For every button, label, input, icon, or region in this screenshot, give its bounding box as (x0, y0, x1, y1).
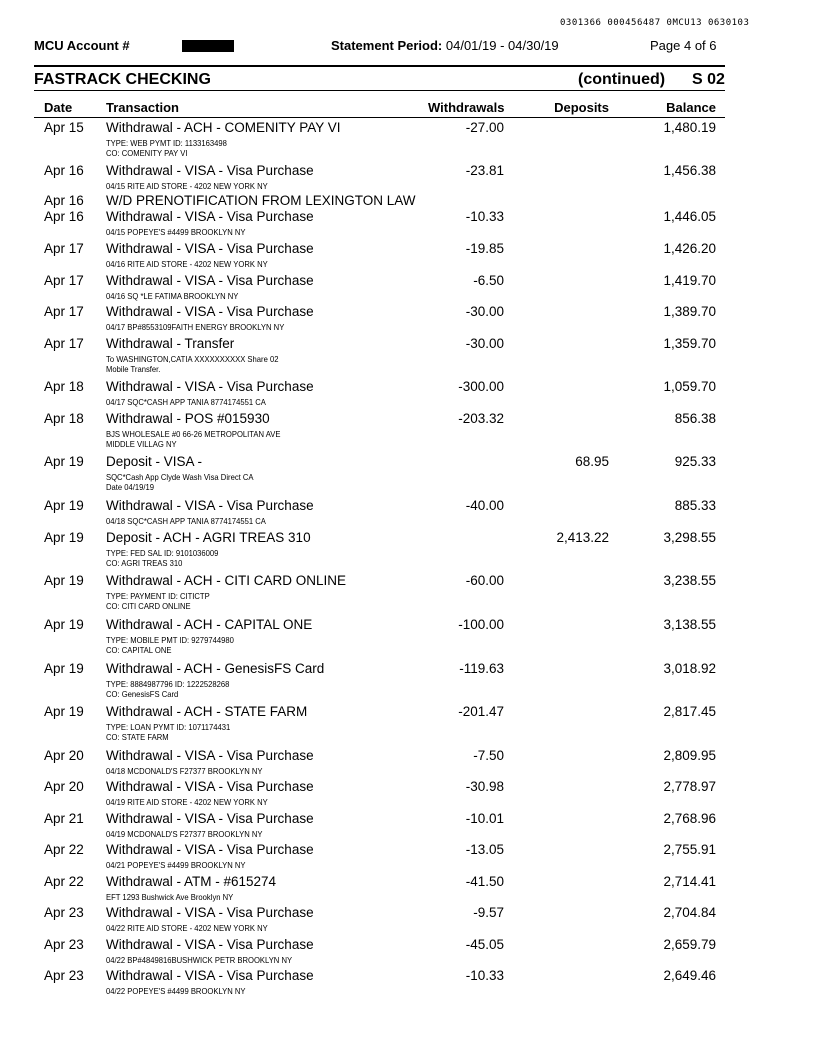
transaction-row (0, 778, 816, 810)
row-description: Withdrawal - VISA - Visa Purchase (106, 498, 314, 513)
transaction-row (0, 967, 816, 999)
row-date: Apr 18 (44, 411, 84, 426)
row-detail-line-1: TYPE: PAYMENT ID: CITICTP (106, 591, 210, 601)
row-detail-line-1: 04/22 POPEYE'S #4499 BROOKLYN NY (106, 986, 246, 996)
row-detail-line-2: Date 04/19/19 (106, 482, 155, 492)
statement-period (331, 38, 559, 53)
transaction-row (0, 162, 816, 192)
row-balance: 2,778.97 (663, 779, 716, 794)
row-detail-line-1: TYPE: FED SAL ID: 9101036009 (106, 548, 219, 558)
transaction-row (0, 410, 816, 453)
row-balance: 2,649.46 (663, 968, 716, 983)
row-description: Withdrawal - VISA - Visa Purchase (106, 811, 314, 826)
row-description: Withdrawal - Transfer (106, 336, 235, 351)
row-deposit: 2,413.22 (556, 530, 609, 545)
column-header-divider (34, 117, 725, 118)
row-date: Apr 15 (44, 120, 84, 135)
row-withdrawal: -7.50 (473, 748, 504, 763)
transaction-row (0, 335, 816, 378)
row-withdrawal: -10.33 (465, 209, 504, 224)
row-description: Deposit - ACH - AGRI TREAS 310 (106, 530, 311, 545)
row-date: Apr 17 (44, 336, 84, 351)
transaction-row (0, 303, 816, 335)
row-description: Withdrawal - POS #015930 (106, 411, 270, 426)
row-balance: 2,768.96 (663, 811, 716, 826)
row-date: Apr 20 (44, 748, 84, 763)
row-description: Withdrawal - ACH - STATE FARM (106, 704, 308, 719)
row-description: Withdrawal - VISA - Visa Purchase (106, 379, 314, 394)
column-header-date: Date (44, 100, 73, 115)
row-balance: 2,659.79 (663, 937, 716, 952)
row-date: Apr 20 (44, 779, 84, 794)
row-detail-line-1: To WASHINGTON,CATIA XXXXXXXXXX Share 02 (106, 354, 279, 364)
row-date: Apr 21 (44, 811, 84, 826)
row-balance: 3,138.55 (663, 617, 716, 632)
row-balance: 2,704.84 (663, 905, 716, 920)
column-header-balance: Balance (666, 100, 716, 115)
column-header-transaction: Transaction (106, 100, 179, 115)
row-withdrawal: -300.00 (458, 379, 504, 394)
row-description: Withdrawal - VISA - Visa Purchase (106, 163, 314, 178)
row-detail-line-1: 04/17 BP#8553109FAITH ENERGY BROOKLYN NY (106, 322, 285, 332)
row-withdrawal: -203.32 (458, 411, 504, 426)
row-date: Apr 19 (44, 530, 84, 545)
row-withdrawal: -13.05 (465, 842, 504, 857)
row-balance: 1,359.70 (663, 336, 716, 351)
row-date: Apr 19 (44, 661, 84, 676)
row-description: Withdrawal - VISA - Visa Purchase (106, 779, 314, 794)
row-description: Withdrawal - ACH - COMENITY PAY VI (106, 120, 341, 135)
transaction-row (0, 378, 816, 410)
row-withdrawal: -119.63 (459, 661, 504, 676)
row-detail-line-1: 04/19 RITE AID STORE - 4202 NEW YORK NY (106, 797, 268, 807)
transaction-row (0, 616, 816, 660)
transaction-row (0, 810, 816, 841)
row-description: Withdrawal - VISA - Visa Purchase (106, 209, 314, 224)
row-description: Deposit - VISA - (106, 454, 203, 469)
row-balance: 2,809.95 (663, 748, 716, 763)
row-balance: 3,018.92 (663, 661, 716, 676)
row-detail-line-1: 04/16 RITE AID STORE - 4202 NEW YORK NY (106, 259, 268, 269)
row-date: Apr 19 (44, 498, 84, 513)
row-detail-line-2: CO: STATE FARM (106, 732, 169, 742)
row-balance: 2,817.45 (663, 704, 716, 719)
row-detail-line-1: 04/16 SQ *LE FATIMA BROOKLYN NY (106, 291, 239, 301)
page-number: Page 4 of 6 (650, 38, 717, 53)
transaction-row (0, 660, 816, 703)
row-detail-line-1: 04/19 MCDONALD'S F27377 BROOKLYN NY (106, 829, 263, 839)
row-description: Withdrawal - VISA - Visa Purchase (106, 968, 314, 983)
transaction-row (0, 272, 816, 303)
row-withdrawal: -201.47 (458, 704, 504, 719)
statement-period-label: Statement Period: (331, 38, 443, 53)
row-withdrawal: -9.57 (473, 905, 504, 920)
transaction-row (0, 208, 816, 240)
row-description: Withdrawal - VISA - Visa Purchase (106, 842, 314, 857)
row-withdrawal: -60.00 (465, 573, 504, 588)
header-divider (34, 65, 725, 67)
row-balance: 3,298.55 (663, 530, 716, 545)
row-balance: 885.33 (674, 498, 716, 513)
row-detail-line-1: SQC*Cash App Clyde Wash Visa Direct CA (106, 472, 254, 482)
row-date: Apr 17 (44, 241, 84, 256)
row-description: Withdrawal - ATM - #615274 (106, 874, 277, 889)
transaction-row (0, 841, 816, 873)
row-detail-line-1: 04/18 MCDONALD'S F27377 BROOKLYN NY (106, 766, 263, 776)
redacted-account-number (182, 40, 234, 52)
row-withdrawal: -30.98 (465, 779, 504, 794)
transaction-row (0, 119, 816, 162)
row-date: Apr 22 (44, 842, 84, 857)
transaction-row (0, 703, 816, 747)
row-balance: 925.33 (674, 454, 716, 469)
row-date: Apr 17 (44, 273, 84, 288)
row-description: Withdrawal - VISA - Visa Purchase (106, 937, 314, 952)
row-description: W/D PRENOTIFICATION FROM LEXINGTON LAW (106, 193, 416, 208)
row-withdrawal: -100.00 (458, 617, 504, 632)
row-detail-line-1: TYPE: MOBILE PMT ID: 9279744980 (106, 635, 234, 645)
row-balance: 1,446.05 (663, 209, 716, 224)
row-description: Withdrawal - VISA - Visa Purchase (106, 748, 314, 763)
row-detail-line-2: CO: CAPITAL ONE (106, 645, 172, 655)
row-detail-line-1: 04/21 POPEYE'S #4499 BROOKLYN NY (106, 860, 246, 870)
row-detail-line-2: MIDDLE VILLAG NY (106, 439, 177, 449)
transaction-row (0, 529, 816, 572)
column-header-deposits: Deposits (554, 100, 609, 115)
transaction-row (0, 936, 816, 967)
row-balance: 3,238.55 (663, 573, 716, 588)
row-description: Withdrawal - ACH - CAPITAL ONE (106, 617, 313, 632)
row-description: Withdrawal - VISA - Visa Purchase (106, 273, 314, 288)
row-description: Withdrawal - VISA - Visa Purchase (106, 304, 314, 319)
column-header-withdrawals: Withdrawals (428, 100, 505, 115)
row-withdrawal: -30.00 (465, 336, 504, 351)
row-withdrawal: -45.05 (465, 937, 504, 952)
row-detail-line-1: 04/22 BP#4849816BUSHWICK PETR BROOKLYN NY (106, 955, 293, 965)
row-detail-line-1: 04/15 POPEYE'S #4499 BROOKLYN NY (106, 227, 246, 237)
row-balance: 2,714.41 (663, 874, 716, 889)
row-date: Apr 16 (44, 209, 84, 224)
transaction-row (0, 453, 816, 497)
row-date: Apr 19 (44, 573, 84, 588)
transaction-list (0, 119, 816, 999)
row-detail-line-1: 04/15 RITE AID STORE - 4202 NEW YORK NY (106, 181, 268, 191)
row-balance: 1,419.70 (663, 273, 716, 288)
row-date: Apr 23 (44, 968, 84, 983)
row-balance: 1,480.19 (663, 120, 716, 135)
row-description: Withdrawal - VISA - Visa Purchase (106, 905, 314, 920)
transaction-row (0, 497, 816, 529)
row-deposit: 68.95 (575, 454, 609, 469)
account-number-label: MCU Account # (34, 38, 130, 53)
row-withdrawal: -23.81 (465, 163, 504, 178)
transaction-row (0, 192, 816, 208)
row-detail-line-2: CO: CITI CARD ONLINE (106, 601, 191, 611)
statement-period-value: 04/01/19 - 04/30/19 (445, 38, 559, 53)
row-balance: 1,059.70 (663, 379, 716, 394)
transaction-row (0, 904, 816, 936)
row-detail-line-1: 04/22 RITE AID STORE - 4202 NEW YORK NY (106, 923, 268, 933)
row-detail-line-2: CO: GenesisFS Card (106, 689, 179, 699)
section-divider (34, 90, 725, 91)
row-detail-line-1: TYPE: 8884987796 ID: 1222528268 (106, 679, 230, 689)
document-reference-code: 0301366 000456487 0MCU13 0630103 (560, 18, 750, 28)
transaction-row (0, 747, 816, 778)
row-description: Withdrawal - ACH - CITI CARD ONLINE (106, 573, 347, 588)
row-detail-line-1: TYPE: LOAN PYMT ID: 1071174431 (106, 722, 231, 732)
row-detail-line-2: Mobile Transfer. (106, 364, 161, 374)
row-balance: 2,755.91 (663, 842, 716, 857)
row-date: Apr 23 (44, 905, 84, 920)
row-withdrawal: -27.00 (465, 120, 504, 135)
row-withdrawal: -6.50 (473, 273, 504, 288)
row-detail-line-1: 04/18 SQC*CASH APP TANIA 8774174551 CA (106, 516, 266, 526)
row-date: Apr 17 (44, 304, 84, 319)
row-balance: 1,389.70 (663, 304, 716, 319)
row-description: Withdrawal - VISA - Visa Purchase (106, 241, 314, 256)
row-detail-line-2: CO: AGRI TREAS 310 (106, 558, 183, 568)
row-date: Apr 19 (44, 704, 84, 719)
row-date: Apr 22 (44, 874, 84, 889)
transaction-row (0, 873, 816, 904)
row-date: Apr 19 (44, 454, 84, 469)
row-date: Apr 19 (44, 617, 84, 632)
section-title: FASTRACK CHECKING (34, 71, 211, 88)
transaction-row (0, 240, 816, 272)
row-date: Apr 16 (44, 163, 84, 178)
row-withdrawal: -10.01 (465, 811, 504, 826)
row-date: Apr 23 (44, 937, 84, 952)
row-detail-line-1: EFT 1293 Bushwick Ave Brooklyn NY (106, 892, 234, 902)
row-detail-line-1: TYPE: WEB PYMT ID: 1133163498 (106, 138, 227, 148)
section-code: S 02 (692, 71, 725, 88)
row-withdrawal: -41.50 (465, 874, 504, 889)
section-continued-label: (continued) (578, 71, 666, 88)
row-withdrawal: -30.00 (465, 304, 504, 319)
row-withdrawal: -10.33 (465, 968, 504, 983)
row-balance: 1,456.38 (663, 163, 716, 178)
row-balance: 856.38 (674, 411, 716, 426)
transaction-row (0, 572, 816, 616)
row-balance: 1,426.20 (663, 241, 716, 256)
row-detail-line-1: 04/17 SQC*CASH APP TANIA 8774174551 CA (106, 397, 266, 407)
row-date: Apr 16 (44, 193, 84, 208)
row-withdrawal: -40.00 (465, 498, 504, 513)
row-date: Apr 18 (44, 379, 84, 394)
row-detail-line-1: BJS WHOLESALE #0 66-26 METROPOLITAN AVE (106, 429, 281, 439)
row-withdrawal: -19.85 (465, 241, 504, 256)
row-detail-line-2: CO: COMENITY PAY VI (106, 148, 188, 158)
row-description: Withdrawal - ACH - GenesisFS Card (106, 661, 325, 676)
